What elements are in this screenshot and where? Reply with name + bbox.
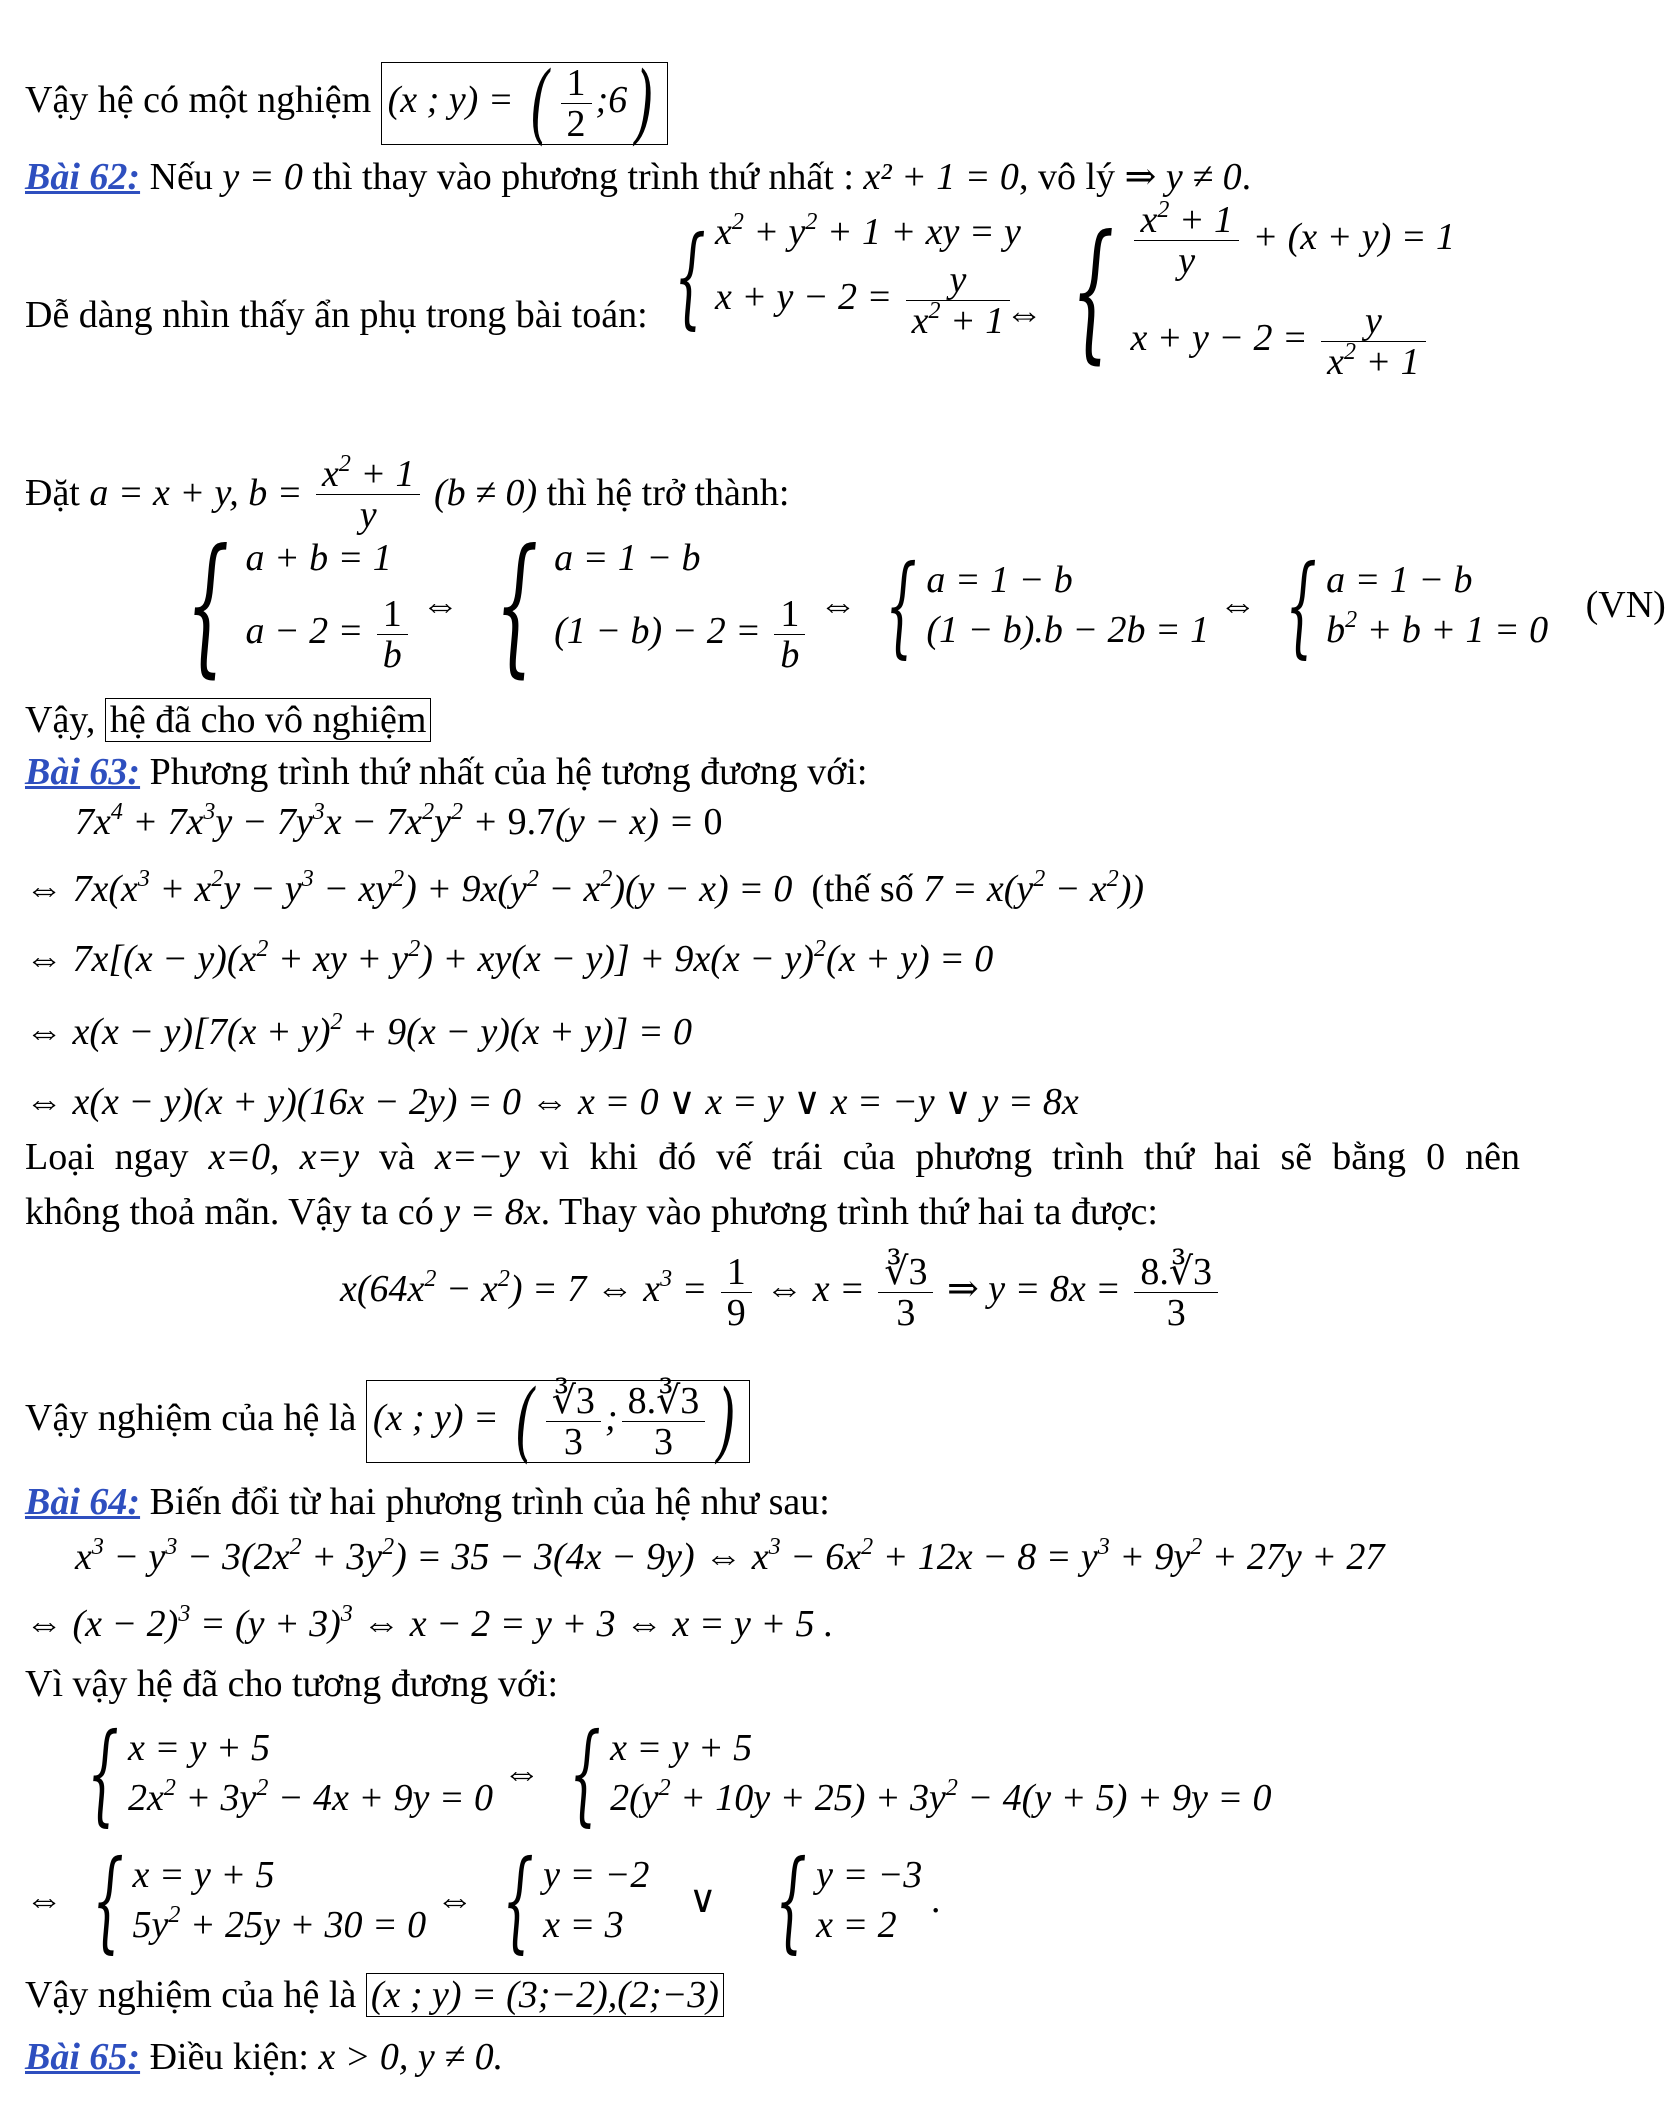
justified-word: ngay — [114, 1136, 189, 1178]
bai64-eq2: ⇔ $(x - 2)^3 = (y + 3)^3$ ⇔ x − 2 = y + 3 ⇔ x = y + 5 . — [25, 1601, 834, 1645]
text-line: Vậy hệ có một nghiệm — [25, 79, 372, 122]
text: Vì vậy hệ đã cho tương đương với: — [25, 1663, 559, 1705]
bai63-eq1: $7x^4 + 7x^3y - 7y^3x - 7x^2y^2 + 9.7(y - x) = 0$ — [75, 799, 723, 843]
bai63-eq6: $x(64x^2 - x^2) = 7$ ⇔ $x^3$ = $\frac{1}{9}$ ⇔ x = $\frac{∛3}{3}$ ⇒ y = 8x = $\frac{8.∛3}{3}$ — [340, 1252, 1222, 1333]
exercise-label: Bài 64: — [25, 1481, 141, 1523]
text: Vậy nghiệm của hệ là — [25, 1974, 357, 2016]
bai64-system1: { x = y + 5 $2x^2 + 3y^2 - 4x + 9y = 0$ ⇔ { x = y + 5 $2(y^2 + 10y + 25) + 3y^2 - 4(y + 5) + 9y = 0$ — [87, 1709, 1272, 1837]
system-1: { $x^2 + y^2 + 1$ + xy = y x + y − 2 = $\frac{y}{x^2 + 1}$ — [674, 209, 1021, 342]
bai63-solution — [25, 1371, 750, 1472]
justified-word: x=y — [299, 1136, 359, 1178]
text: Biến đổi từ hai phương trình của hệ như sau: — [140, 1481, 830, 1523]
justified-word: và — [378, 1136, 415, 1178]
justified-word: nên — [1465, 1136, 1520, 1178]
text: Nếu — [140, 156, 223, 198]
bai63-eq3: ⇔ $7x[(x - y)(x^2$ + xy + $y^2) + xy(x - y)] + 9x(x - y)^2(x + y) = 0$ — [25, 936, 994, 980]
text: Điều kiện: — [140, 2036, 319, 2078]
text: . Thay vào phương trình thứ hai ta được: — [540, 1191, 1158, 1233]
justified-word: khi — [589, 1136, 639, 1178]
justified-word: Loại — [25, 1136, 95, 1178]
justified-word: phương — [915, 1136, 1033, 1178]
solution-line-bai61 — [25, 53, 668, 154]
exercise-label: Bài 63: — [25, 751, 141, 793]
text: Đặt — [25, 472, 90, 515]
boxed-conclusion: hệ đã cho vô nghiệm — [105, 698, 432, 742]
text: không thoả mãn. Vậy ta có — [25, 1191, 444, 1233]
bai62-line3: Đặt a = x + y, b = $\frac{x^2 + 1}{y}$ (b ≠ 0) thì hệ trở thành: — [25, 451, 790, 536]
equiv-symbol: ⇔ — [1005, 293, 1043, 335]
bai64-eq1: $x^3 - y^3 - 3(2x^2 + 3y^2) = 35 - 3(4x - 9y)$ ⇔ $x^3 - 6x^2 + 12x - 8 = y^3 + 9y^2 + 27y + 27$ — [75, 1534, 1385, 1578]
math: x > 0, y ≠ 0. — [318, 2036, 504, 2078]
text: Vậy, — [25, 699, 105, 741]
boxed-solution: (x ; y) = ( $\frac{∛3}{3}$ ; $\frac{8.∛3}{3}$ ) — [366, 1380, 750, 1463]
vn-label: (VN) — [1585, 584, 1666, 626]
text: Vậy nghiệm của hệ là — [25, 1397, 357, 1440]
bai63-eq4: ⇔ $x(x - y)[7(x + y)^2 + 9(x - y)(x + y)] = 0$ — [25, 1009, 692, 1053]
bai62-conclusion — [25, 698, 431, 742]
bai65-heading-line — [25, 2035, 503, 2079]
justified-word: vì — [539, 1136, 570, 1178]
math: y ≠ 0 — [1165, 156, 1242, 198]
justified-word: trái — [771, 1136, 823, 1178]
system-chain: { a + b = 1 a − 2 = $\frac{1}{b}$ ⇔ { a = 1 − b (1 − b) − 2 = $\frac{1}{b}$ ⇔ { a = 1 − b (1 − b).b − 2b = 1 ⇔ { a = 1 − b $b^2 + b + 1 = 0$ (VN) — [186, 518, 1666, 692]
justified-word: sẽ — [1280, 1136, 1313, 1178]
justified-word: thứ — [1143, 1136, 1195, 1178]
math: y = 0 — [222, 156, 303, 198]
justified-word: đó — [658, 1136, 697, 1178]
justified-word: x=−y — [434, 1136, 520, 1178]
boxed-solution: (x ; y) = (3;−2),(2;−3) — [366, 1973, 724, 2017]
system-2: { $\frac{x^2 + 1}{y}$ + (x + y) = 1 x + y − 2 = $\frac{y}{x^2 + 1}$ — [1071, 197, 1455, 383]
bai63-eq2: ⇔ $7x(x^3 + x^2y - y^3 - xy^2) + 9x(y^2 - x^2)(y - x) = 0$ (thế số $7 = x(y^2 - x^2)$) — [25, 866, 1145, 910]
exercise-label: Bài 65: — [25, 2036, 141, 2078]
text: (thế số — [811, 868, 924, 910]
justified-word: trình — [1052, 1136, 1124, 1178]
bai62-heading-line — [25, 155, 1251, 199]
bai64-solution — [25, 1973, 724, 2017]
math: y = 8x — [443, 1191, 541, 1233]
math: x² + 1 = 0 — [863, 156, 1019, 198]
bai62-line2 — [25, 293, 648, 337]
bai64-heading-line — [25, 1480, 830, 1524]
bai63-text1 — [25, 1135, 1520, 1179]
exercise-label: Bài 62: — [25, 156, 141, 198]
bai64-system2: ⇔ { x = y + 5 $5y^2 + 25y + 30 = 0$ ⇔ { y = −2 x = 3 ∨ { y = −3 x = 2 . — [25, 1836, 942, 1964]
text: thì hệ trở thành: — [537, 472, 790, 515]
text: , vô lý ⇒ — [1018, 156, 1166, 198]
text: . — [1241, 156, 1252, 198]
boxed-solution: (x ; y) = ( $\frac{1}{2}$ ;6) — [381, 62, 668, 145]
justified-word: x=0, — [208, 1136, 280, 1178]
bai63-eq5: ⇔ x(x − y)(x + y)(16x − 2y) = 0 ⇔ x = 0 ∨ x = y ∨ x = −y ∨ y = 8x — [25, 1081, 1079, 1123]
justified-word: hai — [1214, 1136, 1261, 1178]
text: thì thay vào phương trình thứ nhất : — [302, 156, 864, 198]
justified-word: vế — [716, 1136, 752, 1178]
justified-word: của — [842, 1136, 896, 1178]
bai63-text2 — [25, 1190, 1158, 1234]
justified-word: 0 — [1426, 1136, 1446, 1178]
text: Dễ dàng nhìn thấy ẩn phụ trong bài toán: — [25, 294, 648, 336]
text: Phương trình thứ nhất của hệ tương đương với: — [140, 751, 868, 793]
bai63-heading-line — [25, 750, 867, 794]
justified-word: bằng — [1332, 1136, 1407, 1178]
bai64-equiv — [25, 1662, 558, 1706]
